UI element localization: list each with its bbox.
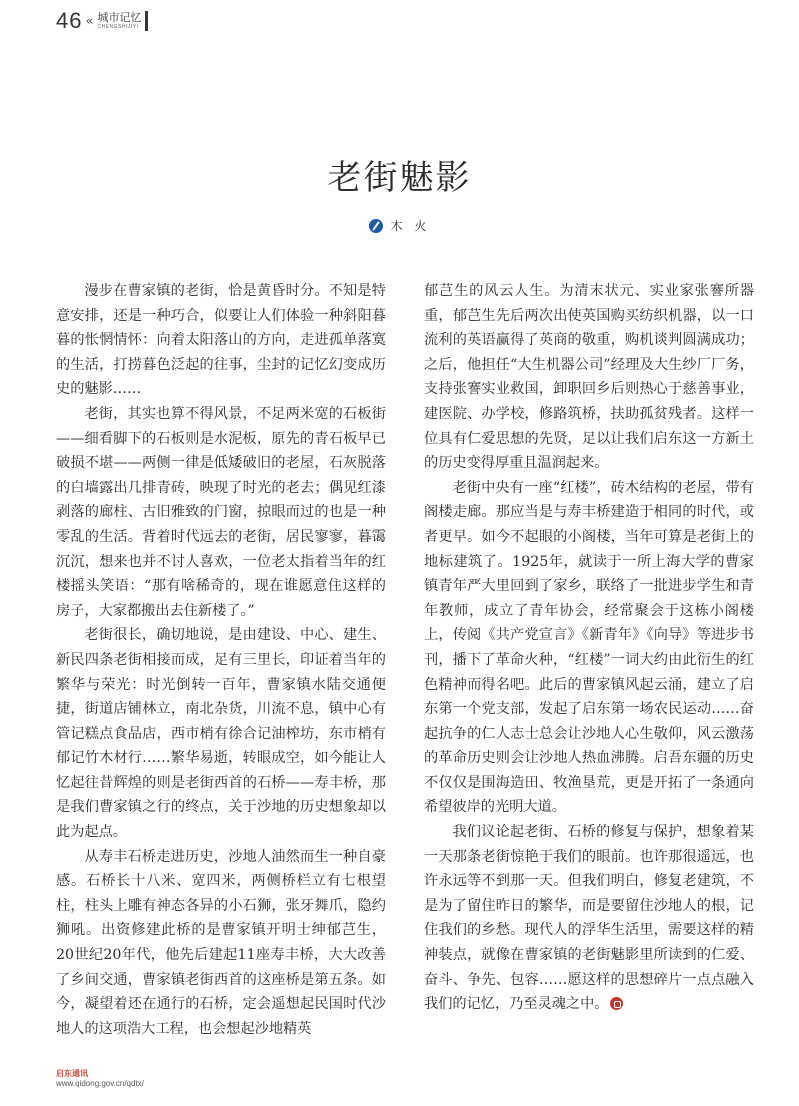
paragraph-continuation: 郁芑生的风云人生。为清末状元、实业家张謇所器重，郁芑生先后两次出使英国购买纺织机器，以一口流利的英语赢得了英商的敬重，购机谈判圆满成功；之后，他担任“大生机器公司”经理及大生纱厂厂务，支持张謇实业救国，卸职回乡后则热心于慈善事业，建医院、办学校，修路筑桥，扶助孤贫残者。这样一位具有仁爱思想的先贤，足以让我们启东这一方新土的历史变得厚重且温润起来。 <box>424 283 754 472</box>
paragraph <box>424 820 754 1017</box>
end-mark-icon <box>610 997 623 1010</box>
section-divider <box>145 11 148 31</box>
paragraph: 老街中央有一座“红楼”，砖木结构的老屋，带有阁楼走廊。那应当是与寿丰桥建造于相同的时代，或者更早。如今不起眼的小阁楼，当年可算是老街上的地标建筑了。1925年，就读于一所上海大学的曹家镇青年严大里回到了家乡，联络了一批进步学生和青年教师，成立了青年协会，经常聚会于这栋小阁楼上，传阅《共产党宣言》《新青年》《向导》等进步书刊，播下了革命火种，“红楼”一词大约由此衍生的红色精神而得名吧。此后的曹家镇风起云涌，建立了启东第一个党支部，发起了启东第一场农民运动……奋起抗争的仁人志士总会让沙地人心生敬仰，风云激荡的革命历史则会让沙地人热血沸腾。启吾东疆的历史不仅仅是围海造田、牧渔垦荒，更是开拓了一条通向希望彼岸的光明大道。 <box>424 479 754 816</box>
article-title: 老街魅影 <box>327 158 472 198</box>
magazine-name: 启东通讯 <box>56 1069 88 1078</box>
byline <box>0 217 799 234</box>
section-label <box>97 12 141 30</box>
paragraph-text: 我们议论起老街、石桥的修复与保护，想象着某一天那条老街惊艳于我们的眼前。也许那很遥远，也许永远等不到那一天。但我们明白，修复老建筑，不是为了留住昨日的繁华，而是要留住沙地人的根，记住我们的乡愁。现代人的浮华生活里，需要这样的精神装点，就像在曹家镇的老街魅影里所读到的仁爱、奋斗、争先、包容……愿这样的思想碎片一点点融入我们的记忆，乃至灵魂之中。 <box>424 824 754 1013</box>
author-name: 木 火 <box>390 219 431 233</box>
website-url: www.qidong.gov.cn/qdtx/ <box>56 1078 144 1088</box>
page-footer <box>56 1069 144 1088</box>
section-name-en: CHENGSHIJIYI <box>97 24 139 30</box>
left-column <box>56 279 386 1041</box>
pen-icon <box>369 219 383 233</box>
chevron-icon: « <box>85 13 94 29</box>
paragraph: 老街，其实也算不得风景，不足两米宽的石板街——细看脚下的石板则是水泥板，原先的青石板早已破损不堪——两侧一律是低矮破旧的老屋，石灰脱落的白墙露出几排青砖，映现了时光的老去；偶见红漆剥落的廊柱、古旧雅致的门窗，掠眼而过的也是一种零乱的生活。背着时代远去的老街，居民寥寥，暮霭沉沉，想来也并不讨人喜欢，一位老太指着当年的红楼摇头笑语：“那有啥稀奇的，现在谁愿意住这样的房子，大家都搬出去住新楼了。” <box>56 405 386 619</box>
section-name-zh: 城市记忆 <box>97 11 142 24</box>
right-column <box>424 279 754 1017</box>
page-header <box>56 6 148 36</box>
paragraph: 从寿丰石桥走进历史，沙地人油然而生一种自豪感。石桥长十八米、宽四米，两侧桥栏立有七根望柱，柱头上雕有神态各异的小石狮，张牙舞爪，隐约狮吼。出资修建此桥的是曹家镇开明士绅郁芑生，20世纪20年代，他先后建起11座寿丰桥，大大改善了乡间交通，曹家镇老街西首的这座桥是第五条。如今，凝望着还在通行的石桥，定会遥想起民国时代沙地人的这项浩大工程，也会想起沙地精英 <box>56 848 386 1037</box>
paragraph: 老街很长，确切地说，是由建设、中心、建生、新民四条老街相接而成，足有三里长，印证着当年的繁华与荣光：时光倒转一百年，曹家镇水陆交通便捷，街道店铺林立，南北杂货，川流不息，镇中心有管记糕点食品店，西市梢有徐合记油榨坊，东市梢有郁记竹木材行……繁华易逝，转眼成空，如今能让人忆起往昔辉煌的则是老街西首的石桥——寿丰桥，那是我们曹家镇之行的终点，关于沙地的历史想象却以此为起点。 <box>56 627 386 841</box>
paragraph: 漫步在曹家镇的老街，恰是黄昏时分。不知是特意安排，还是一种巧合，似要让人们体验一种斜阳暮暮的怅惘情怀：向着太阳落山的方向，走进孤单落寞的生活，打捞暮色泛起的往事，尘封的记忆幻变成历史的魅影…… <box>56 283 386 398</box>
page-number: 46 <box>56 8 83 33</box>
